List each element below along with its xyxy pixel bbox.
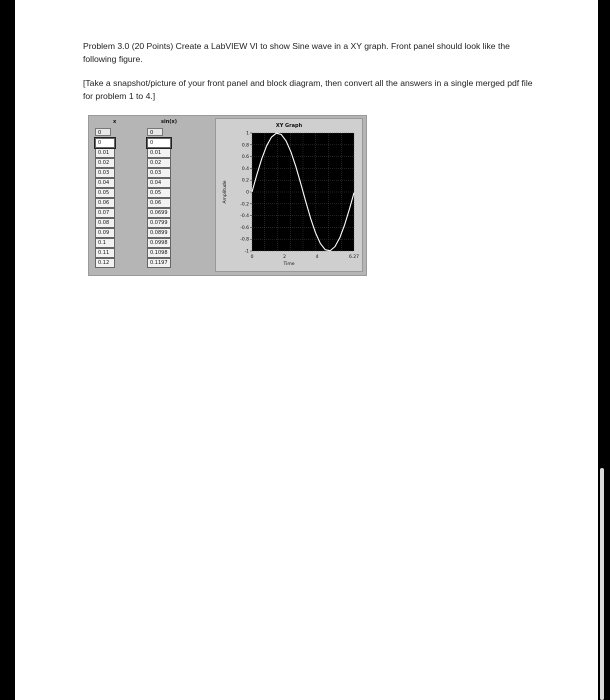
- sin-array-cell[interactable]: 0.0799: [147, 218, 171, 228]
- x-tick-label: 4: [315, 255, 319, 260]
- y-tick-label: -0.8: [240, 237, 249, 243]
- sin-array-cell[interactable]: 0.1197: [147, 258, 171, 268]
- sin-array-cell[interactable]: 0.03: [147, 168, 171, 178]
- x-array-cell[interactable]: 0: [95, 138, 115, 148]
- x-array-cell[interactable]: 0.04: [95, 178, 115, 188]
- y-tick-label: -0.2: [240, 202, 249, 208]
- y-tick-label: -0.4: [240, 214, 249, 220]
- labview-front-panel: [88, 115, 367, 276]
- y-tick-label: 1: [246, 131, 249, 137]
- sin-array-cell[interactable]: 0.02: [147, 158, 171, 168]
- problem-heading: Problem 3.0 (20 Points) Create a LabVIEW VI to show Sine wave in a XY graph. Front panel should look like the following figure.: [83, 41, 510, 64]
- sin-array-cell[interactable]: 0.1098: [147, 248, 171, 258]
- x-array-cell[interactable]: 0.03: [95, 168, 115, 178]
- xy-graph: [215, 118, 363, 272]
- x-array-cell[interactable]: 0.11: [95, 248, 115, 258]
- x-array-cell[interactable]: 0.08: [95, 218, 115, 228]
- x-array-cell[interactable]: 0.05: [95, 188, 115, 198]
- document-page: [15, 0, 598, 700]
- x-tick-label: 0: [250, 255, 254, 260]
- vertical-scrollbar[interactable]: [600, 468, 604, 700]
- sin-array-header: sin(x): [161, 119, 178, 125]
- y-tick-label: 0.4: [241, 166, 249, 172]
- sin-array-index[interactable]: 0: [147, 128, 163, 136]
- y-tick-label: 0.6: [241, 155, 249, 161]
- y-tick-label: 0: [246, 190, 249, 196]
- sin-array-cell[interactable]: 0.0998: [147, 238, 171, 248]
- sin-array-cell[interactable]: 0.0899: [147, 228, 171, 238]
- y-axis-label: Amplitude: [223, 180, 228, 204]
- y-tick-label: 0.8: [241, 143, 249, 149]
- x-array-cell[interactable]: 0.06: [95, 198, 115, 208]
- sin-array-cell[interactable]: 0: [147, 138, 171, 148]
- sin-array-cell[interactable]: 0.0699: [147, 208, 171, 218]
- x-array-cell[interactable]: 0.09: [95, 228, 115, 238]
- x-array: [95, 128, 121, 268]
- y-tick-label: 0.2: [241, 178, 249, 184]
- x-array-cell[interactable]: 0.02: [95, 158, 115, 168]
- x-array-header: x: [113, 119, 117, 125]
- x-array-cell[interactable]: 0.07: [95, 208, 115, 218]
- sin-array: [147, 128, 173, 268]
- x-tick-label: 6.27: [348, 255, 360, 260]
- x-tick-label: 2: [283, 255, 286, 260]
- x-array-index[interactable]: 0: [95, 128, 111, 136]
- y-tick-label: -0.6: [240, 225, 249, 231]
- sin-array-cell[interactable]: 0.01: [147, 148, 171, 158]
- x-array-cell[interactable]: 0.1: [95, 238, 115, 248]
- sin-array-cell[interactable]: 0.04: [147, 178, 171, 188]
- sin-array-cell[interactable]: 0.05: [147, 188, 171, 198]
- sin-array-cell[interactable]: 0.06: [147, 198, 171, 208]
- xy-graph-plot: [216, 119, 362, 271]
- x-array-cell[interactable]: 0.12: [95, 258, 115, 268]
- problem-instruction: [Take a snapshot/picture of your front panel and block diagram, then convert all the answers in a single merged pdf file for problem 1 to 4.]: [83, 78, 533, 101]
- x-axis-label: Time: [283, 262, 295, 267]
- chart-title: XY Graph: [275, 123, 303, 129]
- y-tick-label: -1: [244, 249, 249, 255]
- x-array-cell[interactable]: 0.01: [95, 148, 115, 158]
